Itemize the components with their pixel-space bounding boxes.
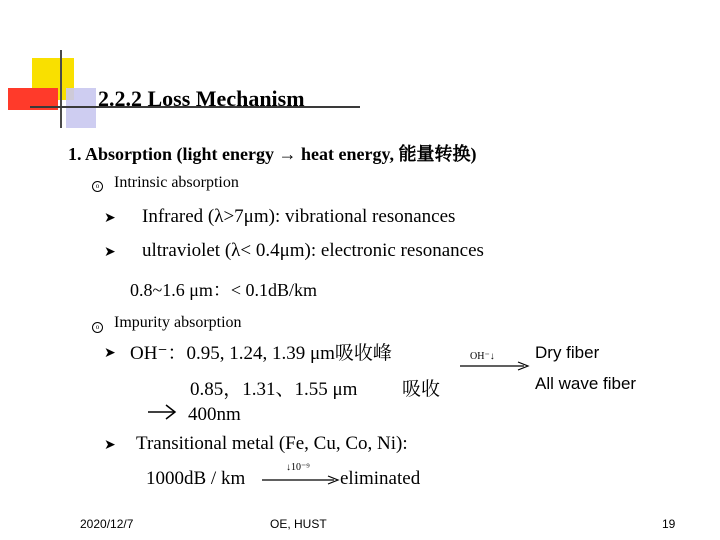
circle-bullet-icon: o: [92, 181, 103, 192]
decor-purple-block: [66, 88, 96, 128]
intrinsic-bullet: [92, 175, 103, 193]
metal-loss-value: 1000dB / km: [146, 468, 246, 489]
ultraviolet-item: ultraviolet (λ< 0.4μm): electronic resonances: [142, 240, 484, 261]
oh-absorption-tail: 吸收: [402, 379, 441, 400]
arrow-bullet-icon: ➤: [104, 345, 116, 361]
oh-arrow-label: OH⁻↓: [470, 351, 495, 362]
circle-bullet-icon: o: [92, 322, 103, 333]
oh-absorption-line2: 0.85，1.31、1.55 μm: [190, 379, 358, 400]
metal-arrow-label: ↓10⁻⁹: [286, 462, 310, 473]
metal-eliminated: eliminated: [340, 468, 421, 489]
right-arrow-icon: [146, 402, 178, 422]
impurity-heading: Impurity absorption: [114, 314, 242, 331]
right-arrow-icon: [458, 360, 530, 372]
footer-page-number: 19: [662, 517, 676, 531]
arrow-bullet-icon: ➤: [104, 210, 116, 226]
impurity-bullet: [92, 316, 103, 334]
dry-fiber-label: Dry fiber: [535, 343, 600, 362]
infrared-item: Infrared (λ>7μm): vibrational resonances: [142, 206, 456, 227]
intrinsic-heading: Intrinsic absorption: [114, 174, 239, 191]
footer-center: OE, HUST: [270, 517, 327, 531]
point-absorption: 1. Absorption (light energy → heat energy, 能量转换): [68, 144, 477, 164]
all-wave-fiber-label: All wave fiber: [535, 374, 637, 393]
decor-vertical-line: [60, 50, 62, 128]
transitional-metal-item: Transitional metal (Fe, Cu, Co, Ni):: [136, 433, 408, 454]
arrow-bullet-icon: ➤: [104, 244, 116, 260]
right-arrow-icon: [260, 474, 340, 486]
intrinsic-note: 0.8~1.6 μm：< 0.1dB/km: [130, 280, 318, 300]
slide-title: 2.2.2 Loss Mechanism: [98, 86, 305, 111]
oh-absorption-line: OH⁻：0.95, 1.24, 1.39 μm吸收峰: [130, 343, 392, 364]
arrow-bullet-icon: ➤: [104, 437, 116, 453]
footer-date: 2020/12/7: [80, 517, 134, 531]
shift-400nm: 400nm: [188, 404, 241, 425]
